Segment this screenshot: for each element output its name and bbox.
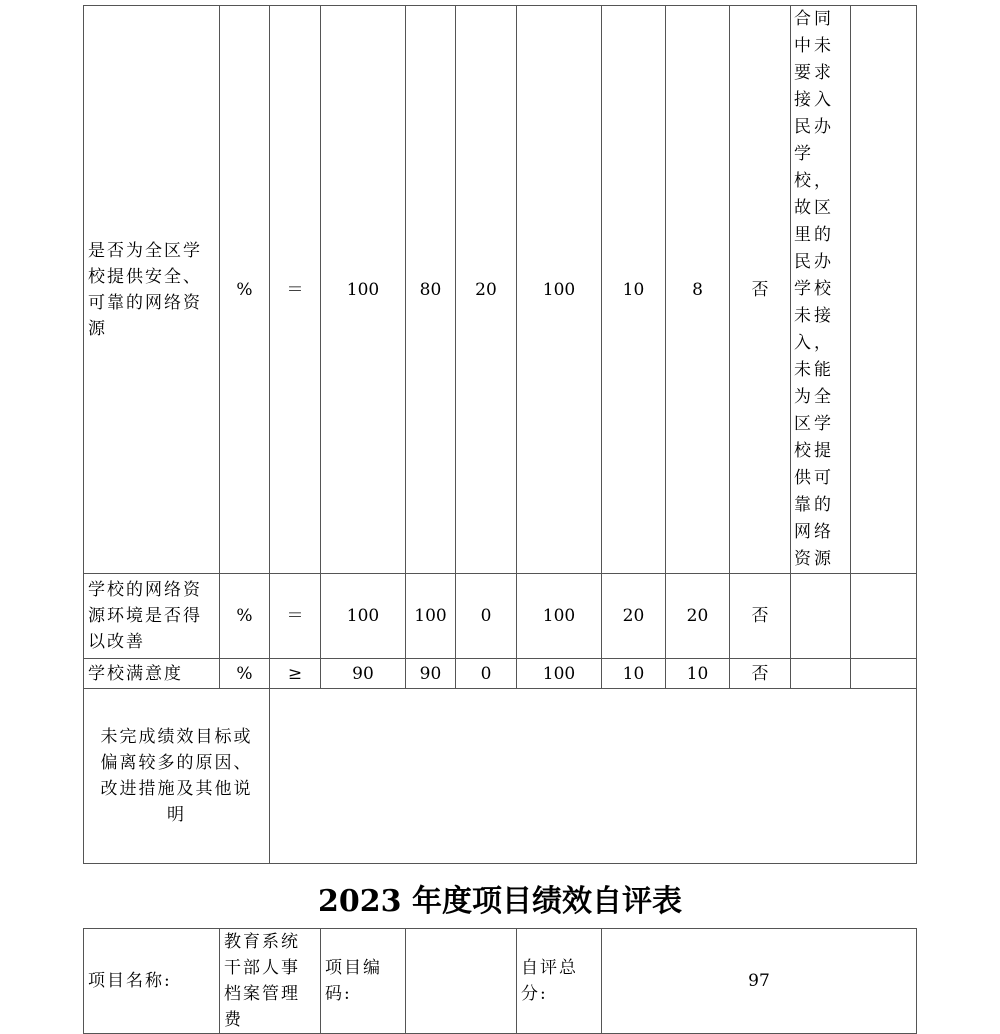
operator-cell: ≥ xyxy=(270,659,321,689)
score-cell: 8 xyxy=(666,6,730,574)
rate-cell: 100 xyxy=(517,659,602,689)
target-value-cell: 90 xyxy=(321,659,406,689)
unit-cell: % xyxy=(220,659,270,689)
reason-cell xyxy=(791,659,851,689)
indicator-cell: 是否为全区学校提供安全、可靠的网络资源 xyxy=(84,6,220,574)
difference-cell: 0 xyxy=(456,659,517,689)
project-name-value: 教育系统干部人事档案管理费 xyxy=(220,929,321,1034)
explanation-label: 未完成绩效目标或偏离较多的原因、改进措施及其他说明 xyxy=(84,689,270,864)
operator-cell: ＝ xyxy=(270,574,321,659)
table-row xyxy=(84,6,917,574)
weight-cell: 20 xyxy=(602,574,666,659)
operator-cell: ＝ xyxy=(270,6,321,574)
weight-cell: 10 xyxy=(602,6,666,574)
flag-cell: 否 xyxy=(730,574,791,659)
weight-cell: 10 xyxy=(602,659,666,689)
score-cell: 20 xyxy=(666,574,730,659)
actual-value-cell: 90 xyxy=(406,659,456,689)
reason-cell xyxy=(791,574,851,659)
project-name-label: 项目名称: xyxy=(84,929,220,1034)
unit-cell: % xyxy=(220,574,270,659)
flag-cell: 否 xyxy=(730,659,791,689)
extra-cell xyxy=(851,6,917,574)
score-cell: 10 xyxy=(666,659,730,689)
rate-cell: 100 xyxy=(517,574,602,659)
project-code-value xyxy=(406,929,517,1034)
actual-value-cell: 80 xyxy=(406,6,456,574)
target-value-cell: 100 xyxy=(321,6,406,574)
explanation-value xyxy=(270,689,917,864)
target-value-cell: 100 xyxy=(321,574,406,659)
rate-cell: 100 xyxy=(517,6,602,574)
indicator-cell: 学校满意度 xyxy=(84,659,220,689)
table-row xyxy=(84,659,917,689)
project-info-table xyxy=(83,928,917,1034)
performance-indicator-table xyxy=(83,5,917,864)
self-score-label: 自评总分: xyxy=(517,929,602,1034)
difference-cell: 20 xyxy=(456,6,517,574)
reason-text: 合同中未要求接入民办学校，故区里的民办学校未接入，未能为全区学校提供可靠的网络资源 xyxy=(794,9,834,569)
unit-cell: % xyxy=(220,6,270,574)
explanation-row xyxy=(84,689,917,864)
indicator-cell: 学校的网络资源环境是否得以改善 xyxy=(84,574,220,659)
extra-cell xyxy=(851,659,917,689)
form-title: 2023 年度项目绩效自评表 xyxy=(318,884,682,919)
extra-cell xyxy=(851,574,917,659)
self-score-value: 97 xyxy=(602,929,917,1034)
flag-cell: 否 xyxy=(730,6,791,574)
table-row xyxy=(84,929,917,1034)
actual-value-cell: 100 xyxy=(406,574,456,659)
difference-cell: 0 xyxy=(456,574,517,659)
reason-cell xyxy=(791,6,851,574)
table-row xyxy=(84,574,917,659)
project-code-label: 项目编码: xyxy=(321,929,406,1034)
